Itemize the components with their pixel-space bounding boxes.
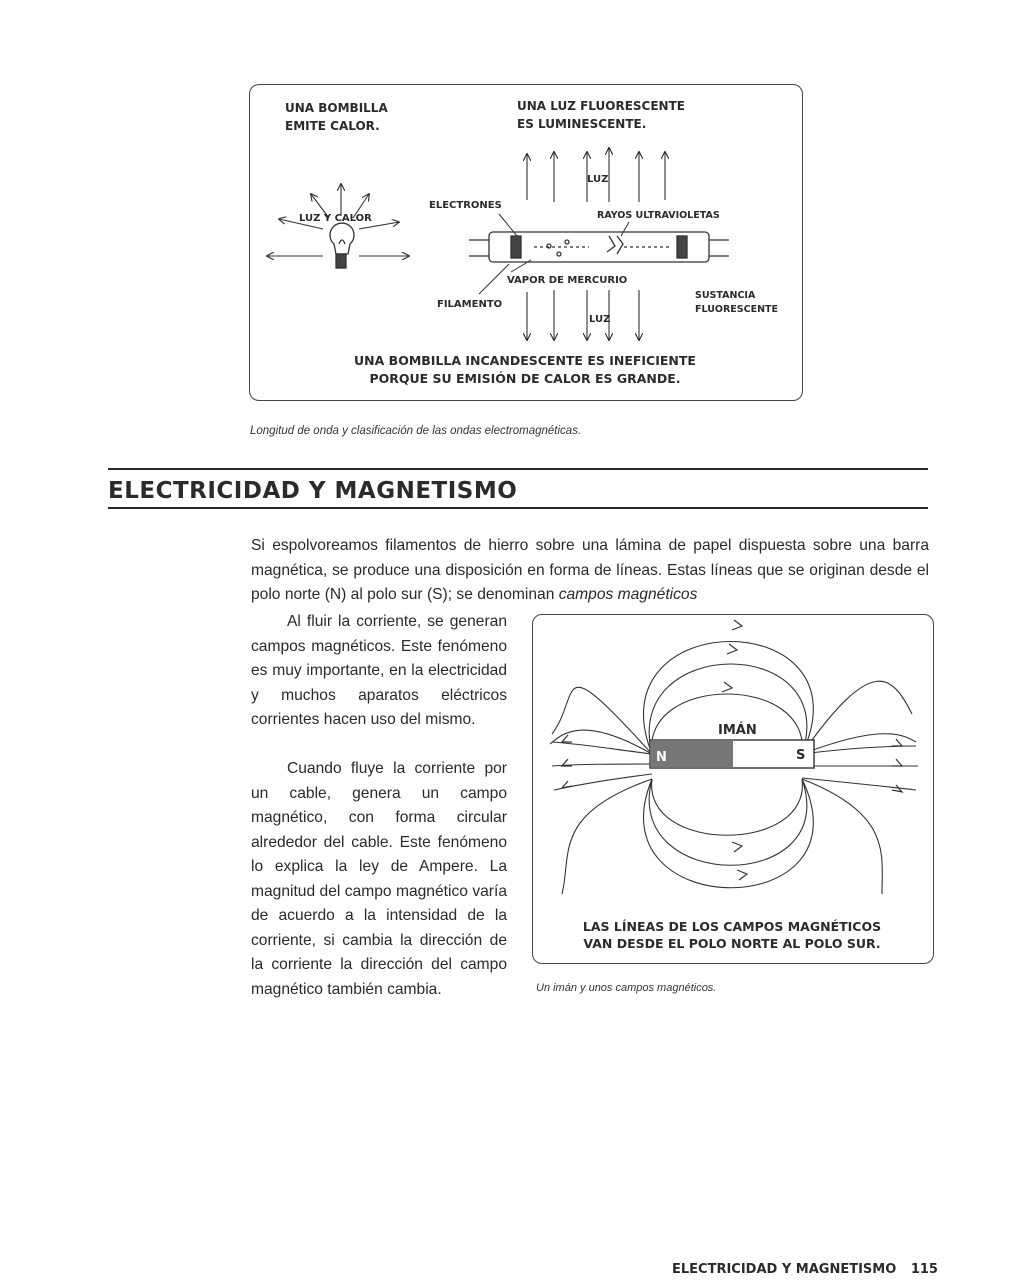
label-bulb-heat-1: UNA BOMBILLA [285,101,388,115]
fluorescent-tube-icon [469,232,729,262]
label-fluorescent-1: UNA LUZ FLUORESCENTE [517,99,685,113]
light-arrows-down [527,290,639,340]
magnet-conclusion-2: VAN DESDE EL POLO NORTE AL POLO SUR. [583,936,881,951]
label-pole-north: N [656,750,667,765]
label-fluorescent-2: ES LUMINESCENTE. [517,117,647,131]
label-filament: FILAMENTO [437,299,503,310]
label-fluorescent-substance-2: FLUORESCENTE [695,304,779,315]
intro-paragraph [251,534,929,608]
paragraph-3: Cuando fluye la corriente por un cable, genera un campo magnético, con forma circular alrededor del cable. Este fenómeno lo explica la ley de Ampere. La magnitud del campo magnético varía de acuerdo a la intensidad de la corriente, si cambia la dirección de la corriente la dirección del campo magnético también cambia. [251,760,507,998]
fluorescent-conclusion-2: PORQUE SU EMISIÓN DE CALOR ES GRANDE. [369,371,681,386]
label-electrons: ELECTRONES [429,200,502,211]
caption-magnet: Un imán y unos campos magnéticos. [536,982,717,994]
section-rule-top [108,468,928,470]
fluorescent-diagram [249,84,803,402]
magnet-conclusion-1: LAS LÍNEAS DE LOS CAMPOS MAGNÉTICOS [582,919,882,934]
page-number: 115 [910,1262,938,1277]
intro-emphasis: campos magnéticos [558,586,698,603]
label-light-top: LUZ [587,174,609,185]
paragraph-2: Al fluir la corriente, se generan campos magnéticos. Este fenómeno es muy importante, en la electricidad y muchos aparatos eléctricos corrientes hacen uso del mismo. [251,613,507,728]
label-pole-south: S [796,748,806,763]
section-title: ELECTRICIDAD Y MAGNETISMO [108,478,518,504]
label-bulb-heat-2: EMITE CALOR. [285,119,380,133]
fluorescent-conclusion-1: UNA BOMBILLA INCANDESCENTE ES INEFICIENTE [354,353,696,368]
magnet-diagram [532,614,934,964]
light-bulb-icon [330,223,354,268]
section-rule-bottom [108,507,928,509]
intro-text: Si espolvoreamos filamentos de hierro sobre una lámina de papel dispuesta sobre una barra magnética, se produce una disposición en forma de líneas. Estas líneas que se originan desde el polo norte (N) al polo sur (S); se denominan [251,537,929,603]
footer [672,1262,938,1277]
label-light-heat: LUZ Y CALOR [299,213,372,224]
label-mercury-vapor: VAPOR DE MERCURIO [507,275,628,286]
label-fluorescent-substance-1: SUSTANCIA [695,290,756,301]
label-light-bottom: LUZ [589,314,611,325]
label-uv-rays: RAYOS ULTRAVIOLETAS [597,210,720,221]
label-magnet: IMÁN [718,723,757,738]
footer-running-title: ELECTRICIDAD Y MAGNETISMO [672,1262,897,1277]
caption-top: Longitud de onda y clasificación de las ondas electromagnéticas. [250,425,582,437]
